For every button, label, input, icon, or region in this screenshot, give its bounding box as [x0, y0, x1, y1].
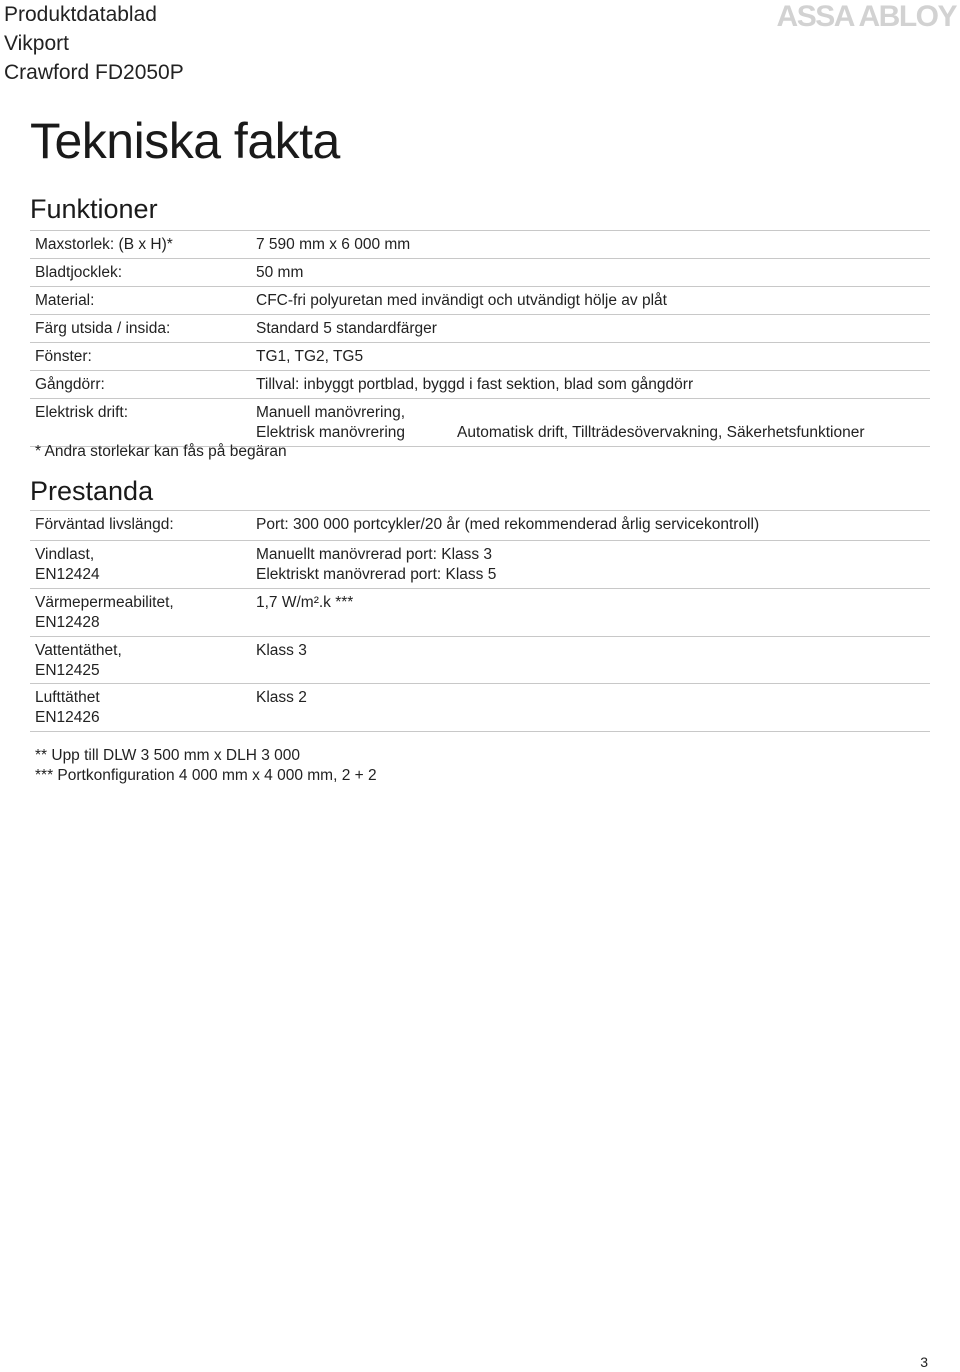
row-label: Fönster:	[35, 348, 92, 365]
header-product-category: Vikport	[4, 32, 69, 55]
page-title: Tekniska fakta	[30, 113, 340, 169]
row-value: Manuell manövrering, Elektrisk manövrering	[256, 404, 406, 441]
footnote: *** Portkonfiguration 4 000 mm x 4 000 mm, 2 + 2	[35, 766, 377, 784]
row-label: Bladtjocklek:	[35, 264, 123, 281]
row-label: Vattentäthet, EN12425	[35, 642, 122, 679]
row-label: Lufttäthet EN12426	[35, 689, 100, 726]
table-row	[30, 258, 930, 286]
row-value: 7 590 mm x 6 000 mm	[256, 236, 411, 253]
row-value: CFC-fri polyuretan med invändigt och utvändigt hölje av plåt	[256, 292, 667, 309]
table-row	[30, 588, 930, 636]
row-value: Klass 2	[256, 689, 307, 706]
table-row	[30, 230, 930, 258]
row-value: TG1, TG2, TG5	[256, 348, 364, 365]
table-row	[30, 370, 930, 398]
page-number: 3	[920, 1354, 928, 1370]
row-label: Gångdörr:	[35, 376, 105, 393]
row-value: Tillval: inbyggt portblad, byggd i fast sektion, blad som gångdörr	[256, 376, 694, 393]
row-label: Färg utsida / insida:	[35, 320, 171, 337]
row-value: Port: 300 000 portcykler/20 år (med rekommenderad årlig servicekontroll)	[256, 516, 760, 533]
row-value: 50 mm	[256, 264, 304, 281]
row-label: Vindlast, EN12424	[35, 546, 100, 583]
section-title-prestanda: Prestanda	[30, 476, 154, 506]
row-value: Standard 5 standardfärger	[256, 320, 437, 337]
table-row	[30, 683, 930, 731]
row-value: Manuellt manövrerad port: Klass 3 Elektriskt manövrerad port: Klass 5	[256, 546, 497, 583]
table-row	[30, 286, 930, 314]
table-row	[30, 398, 930, 446]
row-label: Förväntad livslängd:	[35, 516, 174, 533]
table-divider	[30, 731, 930, 732]
footnote: ** Upp till DLW 3 500 mm x DLH 3 000	[35, 747, 301, 764]
funktioner-table	[30, 230, 930, 447]
brand-logo: ASSA ABLOY	[776, 0, 956, 33]
row-label: Elektrisk drift:	[35, 404, 129, 421]
size-note: * Andra storlekar kan fås på begäran	[35, 443, 287, 460]
section-title-funktioner: Funktioner	[30, 194, 158, 224]
table-row	[30, 342, 930, 370]
prestanda-table	[30, 510, 930, 732]
document-header	[4, 0, 184, 87]
table-row	[30, 510, 930, 540]
table-row	[30, 314, 930, 342]
footnotes	[35, 746, 377, 785]
header-product-name: Crawford FD2050P	[4, 61, 184, 84]
table-row	[30, 540, 930, 588]
row-label: Maxstorlek: (B x H)*	[35, 236, 173, 253]
header-doc-type: Produktdatablad	[4, 3, 157, 26]
row-label: Material:	[35, 292, 95, 309]
table-row	[30, 636, 930, 683]
row-value: 1,7 W/m².k ***	[256, 594, 354, 611]
row-value: Klass 3	[256, 642, 307, 659]
row-value-extra: Automatisk drift, Tillträdesövervakning, Säkerhetsfunktioner	[457, 424, 865, 441]
row-label: Värmepermeabilitet, EN12428	[35, 594, 174, 631]
